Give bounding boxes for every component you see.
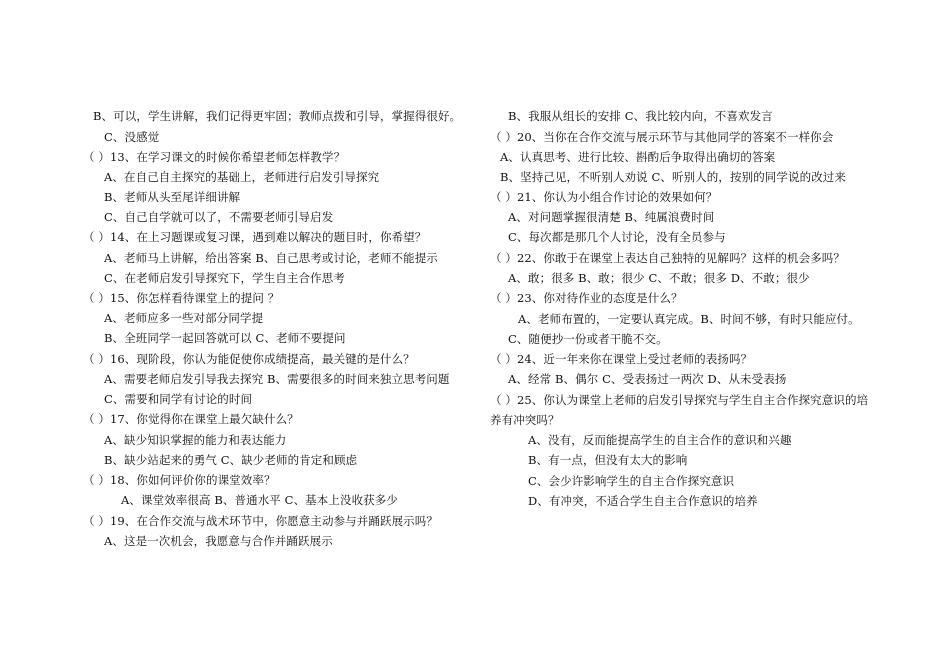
question-18: （ ）18、你如何评价你的课堂效率？	[83, 473, 276, 487]
q23-option-c: C、随便抄一份或者干脆不交。	[508, 332, 668, 346]
question-25: （ ）25、你认为课堂上老师的启发引导探究与学生自主合作探究意识的培	[490, 393, 869, 407]
q14-option-c: C、在老师启发引导探究下，学生自主合作思考	[104, 271, 345, 285]
q16-option-ab: A、需要老师启发引导我去探究 B、需要很多的时间来独立思考问题	[104, 372, 450, 386]
question-25-continued: 养有冲突吗？	[490, 413, 560, 427]
q20-option-a: A、认真思考、进行比较、斟酌后争取得出确切的答案	[500, 150, 776, 164]
q25-option-c: C、会少许影响学生的自主合作探究意识	[528, 474, 735, 488]
q21-option-ab: A、对问题掌握很清楚 B、纯属浪费时间	[508, 210, 715, 224]
question-17: （ ）17、你觉得你在课堂上最欠缺什么？	[83, 412, 299, 426]
q21-option-c: C、每次都是那几个人讨论，没有全员参与	[508, 230, 726, 244]
question-14: （ ）14、在上习题课或复习课，遇到难以解决的题目时，你希望？	[83, 230, 427, 244]
q19-option-a: A、这是一次机会，我愿意与合作并踊跃展示	[104, 534, 333, 548]
q13-option-b: B、老师从头至尾详细讲解	[104, 190, 241, 204]
q18-options: A、课堂效率很高 B、普通水平 C、基本上没收获多少	[121, 493, 398, 507]
question-16: （ ）16、现阶段，你认为能促使你成绩提高，最关键的是什么？	[83, 352, 415, 366]
q16-option-c: C、需要和同学有讨论的时间	[104, 392, 253, 406]
q12-option-c: C、没感觉	[104, 130, 160, 144]
q17-option-a: A、缺少知识掌握的能力和表达能力	[104, 433, 287, 447]
question-13: （ ）13、在学习课文的时候你希望老师怎样教学？	[83, 150, 346, 164]
q25-option-b: B、有一点，但没有太大的影响	[528, 453, 688, 467]
q14-option-ab: A、老师马上讲解，给出答案 B、自己思考或讨论，老师不能提示	[104, 251, 438, 265]
q15-option-a: A、老师应多一些对部分同学提	[104, 311, 264, 325]
question-15: （ ）15、你怎样看待课堂上的提问 ？	[83, 291, 280, 305]
q25-option-a: A、没有，反而能提高学生的自主合作的意识和兴趣	[528, 433, 792, 447]
q15-option-bc: B、全班同学一起回答就可以 C、老师不要提问	[104, 331, 346, 345]
q19-option-bc: B、我服从组长的安排 C、我比较内向，不喜欢发言	[508, 109, 773, 123]
q17-option-bc: B、缺少站起来的勇气 C、缺少老师的肯定和顾虑	[104, 453, 358, 467]
question-23: （ ）23、你对待作业的态度是什么？	[490, 291, 683, 305]
q23-option-ab: A、老师布置的，一定要认真完成。B、时间不够，有时只能应付。	[518, 312, 860, 326]
q24-options: A、经常 B、偶尔 C、受表扬过一两次 D、从未受表扬	[508, 372, 787, 386]
question-24: （ ）24、近一年来你在课堂上受过老师的表扬吗？	[490, 352, 753, 366]
q22-options: A、敢；很多 B、敢；很少 C、不敢；很多 D、不敢；很少	[508, 271, 810, 285]
q13-option-c: C、自己自学就可以了，不需要老师引导启发	[104, 210, 334, 224]
q12-option-b: B、可以，学生讲解，我们记得更牢固；教师点拨和引导，掌握得很好。	[93, 109, 462, 123]
q13-option-a: A、在自己自主探究的基础上，老师进行启发引导探究	[104, 170, 380, 184]
question-19: （ ）19、在合作交流与战术环节中，你愿意主动参与并踊跃展示吗？	[83, 514, 438, 528]
q20-option-bc: B、坚持己见，不听别人劝说 C、听别人的，按别的同学说的改过来	[500, 170, 847, 184]
question-22: （ ）22、你敢于在课堂上表达自己独特的见解吗？这样的机会多吗？	[490, 251, 845, 265]
question-21: （ ）21、你认为小组合作讨论的效果如何？	[490, 190, 718, 204]
q25-option-d: D、有冲突，不适合学生自主合作意识的培养	[528, 494, 758, 508]
question-20: （ ）20、当你在合作交流与展示环节与其他同学的答案不一样你会	[490, 130, 834, 144]
